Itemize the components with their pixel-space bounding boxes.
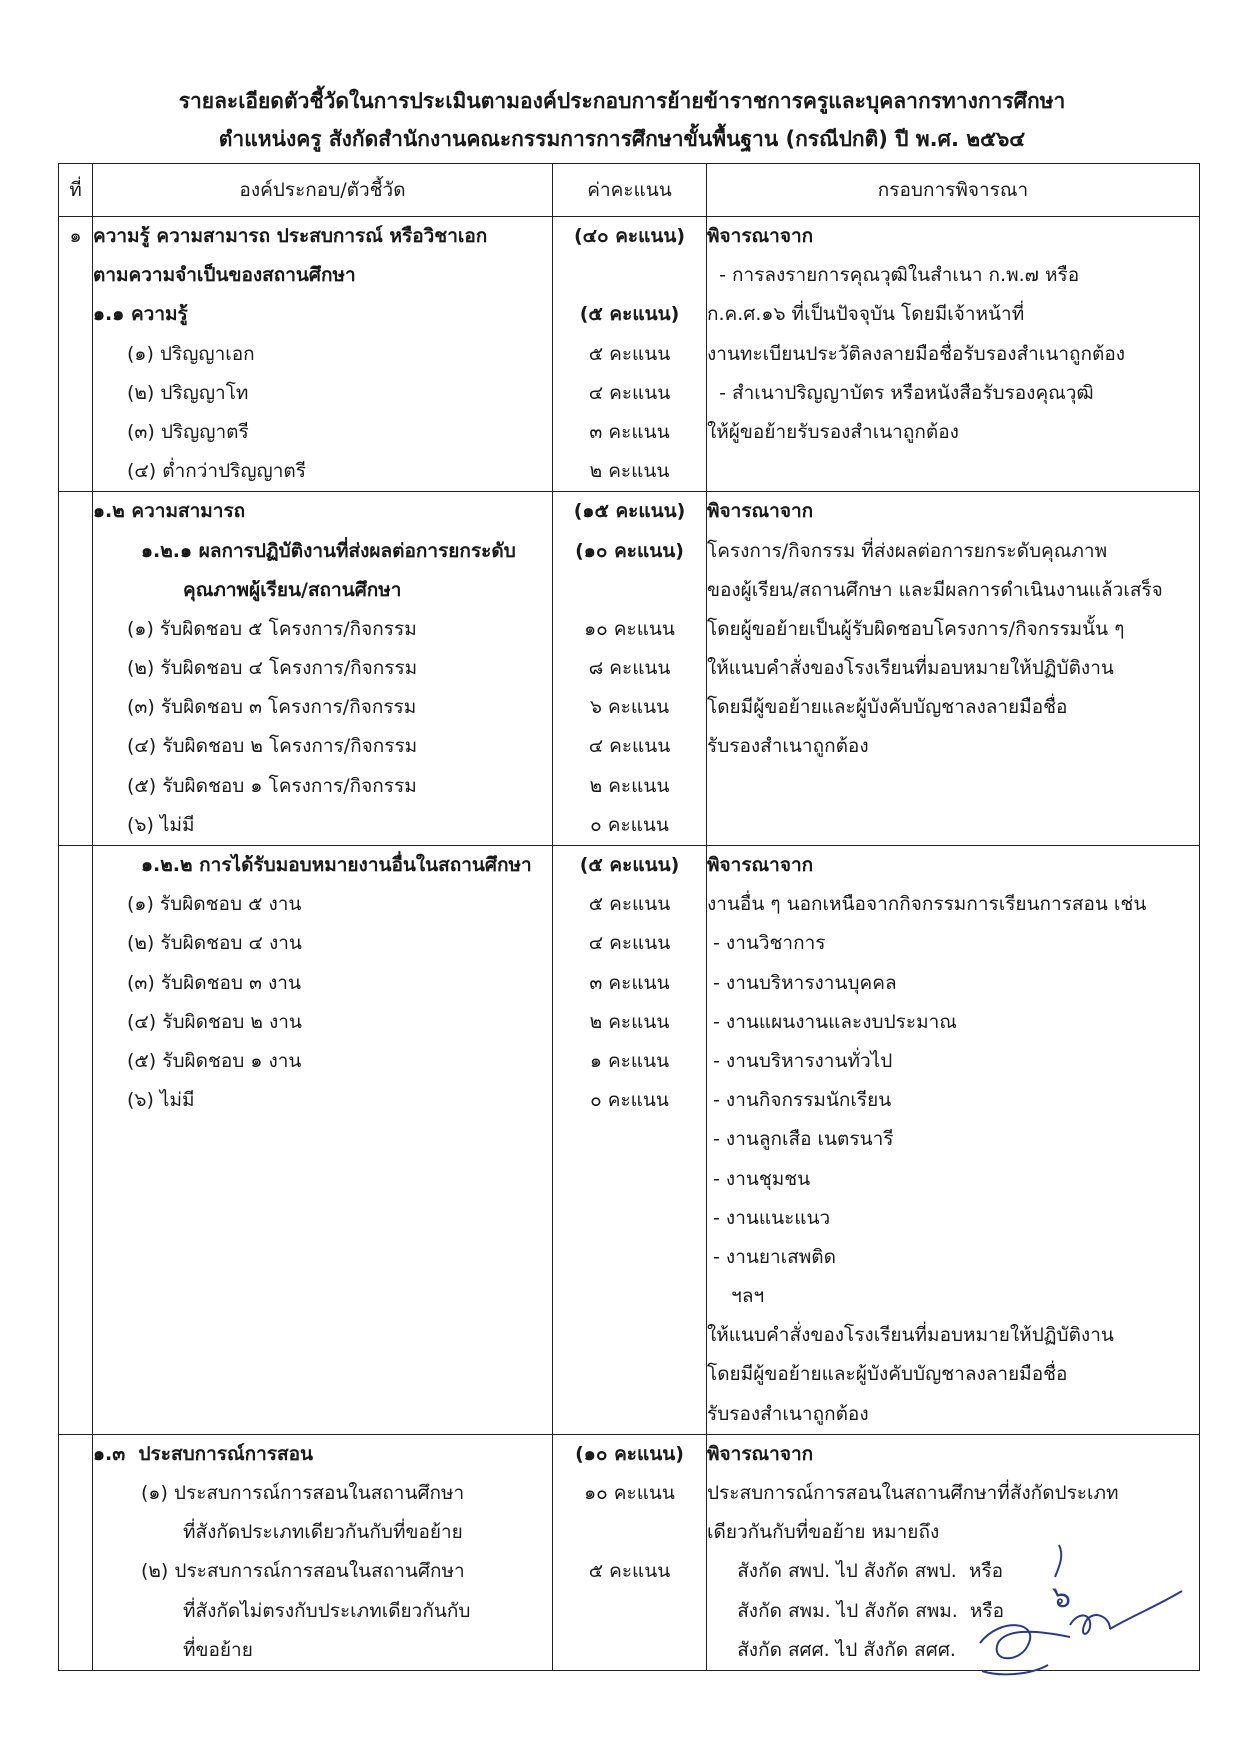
cell-line: (๑๐ คะแนน) [575, 1442, 684, 1465]
cell-line: ที่สังกัดประเภทเดียวกันกับที่ขอย้าย [183, 1521, 463, 1544]
cell-line: ๘ คะแนน [588, 657, 671, 680]
criteria-cell [707, 846, 1200, 1435]
table-row [59, 846, 1200, 1435]
table-header [59, 164, 1200, 217]
cell-line: โดยมีผู้ขอย้ายและผู้บังคับบัญชาลงลายมือชื่อ [707, 696, 1068, 719]
cell-line: ให้ผู้ขอย้ายรับรองสำเนาถูกต้อง [707, 420, 959, 443]
cell-line: ๐ คะแนน [590, 813, 669, 836]
page-title [0, 82, 1244, 158]
cell-line: รับรองสำเนาถูกต้อง [707, 735, 869, 758]
component-cell [93, 217, 553, 492]
cell-line: (๓) รับผิดชอบ ๓ โครงการ/กิจกรรม [127, 696, 417, 719]
cell-line: ๒ คะแนน [589, 774, 670, 797]
cell-line: ๑.๓ ประสบการณ์การสอน [93, 1442, 314, 1465]
cell-line: ๑.๒.๒ การได้รับมอบหมายงานอื่นในสถานศึกษา [141, 854, 532, 876]
cell-line: ๓ คะแนน [589, 420, 670, 443]
cell-line: (๖) ไม่มี [127, 813, 195, 836]
cell-line: (๒) รับผิดชอบ ๔ งาน [127, 932, 302, 955]
cell-line: ๑.๑ ความรู้ [93, 303, 188, 326]
cell-line: (๔๐ คะแนน) [573, 225, 686, 247]
cell-line: ๔ คะแนน [588, 735, 671, 758]
cell-line: - งานยาเสพติด [707, 1245, 836, 1268]
cell-line: ๒ คะแนน [589, 1010, 670, 1033]
component-cell [93, 846, 553, 1435]
cell-line: (๑) รับผิดชอบ ๕ งาน [127, 893, 302, 916]
cell-line: ๕ คะแนน [588, 1560, 671, 1583]
cell-line: ๖ คะแนน [589, 696, 670, 719]
cell-line [59, 846, 92, 885]
cell-line: ๕ คะแนน [588, 342, 671, 365]
cell-line: ๕ คะแนน [588, 893, 671, 916]
cell-line: พิจารณาจาก [707, 1442, 814, 1465]
cell-line: (๑๐ คะแนน) [575, 539, 684, 562]
cell-line [707, 767, 1199, 806]
signature-stroke [1055, 1545, 1061, 1577]
cell-line: งานอื่น ๆ นอกเหนือจากกิจกรรมการเรียนการสอน เช่น [707, 893, 1147, 916]
cell-line: (๕) รับผิดชอบ ๑ งาน [127, 1049, 302, 1072]
cell-line: - งานวิชาการ [707, 932, 826, 955]
signature-number: ๖ [1052, 1580, 1072, 1615]
cell-line: ๑.๒ ความสามารถ [93, 500, 246, 523]
signature-stroke [1110, 1591, 1182, 1629]
header-component: องค์ประกอบ/ตัวชี้วัด [93, 164, 553, 217]
cell-line [707, 452, 1199, 491]
cell-line: ๔ คะแนน [588, 381, 671, 404]
cell-line: คุณภาพผู้เรียน/สถานศึกษา [183, 578, 402, 601]
cell-line: ความรู้ ความสามารถ ประสบการณ์ หรือวิชาเอก [93, 225, 488, 247]
cell-line: ๑ [69, 225, 82, 247]
cell-line: (๔) รับผิดชอบ ๒ งาน [127, 1010, 302, 1033]
cell-line: (๑๕ คะแนน) [573, 500, 686, 523]
cell-line: ๓ คะแนน [589, 971, 670, 994]
cell-line: สังกัด สศศ. ไป สังกัด สศศ. [707, 1638, 956, 1661]
cell-line: พิจารณาจาก [707, 500, 814, 523]
cell-line: ๑๐ คะแนน [584, 1482, 675, 1504]
header-score: ค่าคะแนน [553, 164, 707, 217]
header-no: ที่ [59, 164, 93, 217]
cell-line: - งานแนะแนว [707, 1206, 831, 1229]
cell-line: ประสบการณ์การสอนในสถานศึกษาที่สังกัดประเภท [707, 1482, 1119, 1504]
cell-line: (๓) ปริญญาตรี [127, 420, 249, 443]
criteria-table [58, 163, 1200, 1671]
header-criteria: กรอบการพิจารณา [707, 164, 1200, 217]
cell-line [59, 492, 92, 531]
cell-line [59, 1435, 92, 1474]
cell-line: (๓) รับผิดชอบ ๓ งาน [127, 971, 301, 994]
cell-line: โดยมีผู้ขอย้ายและผู้บังคับบัญชาลงลายมือชื่อ [707, 1363, 1068, 1386]
component-cell [93, 1434, 553, 1670]
cell-line: ๑.๒.๑ ผลการปฏิบัติงานที่ส่งผลต่อการยกระดับ [141, 539, 516, 562]
cell-line: โดยผู้ขอย้ายเป็นผู้รับผิดชอบโครงการ/กิจกรรมนั้น ๆ [707, 617, 1125, 640]
cell-line: - งานชุมชน [707, 1167, 811, 1190]
score-cell [553, 846, 707, 1435]
cell-line: (๒) ปริญญาโท [127, 381, 249, 404]
cell-line: เดียวกันกับที่ขอย้าย หมายถึง [707, 1521, 940, 1544]
cell-line: ตามความจำเป็นของสถานศึกษา [93, 264, 356, 287]
cell-line [553, 571, 706, 610]
cell-line: (๑) ปริญญาเอก [127, 342, 255, 365]
cell-line: (๕ คะแนน) [579, 854, 680, 876]
cell-line: - งานบริหารงานทั่วไป [707, 1049, 893, 1072]
cell-line [553, 1631, 706, 1670]
cell-line: งานทะเบียนประวัติลงลายมือชื่อรับรองสำเนาถูกต้อง [707, 342, 1126, 365]
cell-line: - งานกิจกรรมนักเรียน [707, 1089, 892, 1112]
cell-line: - งานบริหารงานบุคคล [707, 971, 897, 994]
cell-line: ที่สังกัดไม่ตรงกับประเภทเดียวกันกับ [183, 1599, 471, 1622]
cell-line: ให้แนบคำสั่งของโรงเรียนที่มอบหมายให้ปฏิบัติงาน [707, 1324, 1114, 1347]
cell-line: ๑ คะแนน [589, 1049, 670, 1072]
cell-line: - งานลูกเสือ เนตรนารี [707, 1128, 894, 1151]
criteria-cell [707, 217, 1200, 492]
cell-line: - งานแผนงานและงบประมาณ [707, 1010, 957, 1033]
cell-line: พิจารณาจาก [707, 854, 814, 876]
cell-line: (๒) ประสบการณ์การสอนในสถานศึกษา [141, 1560, 465, 1583]
cell-line: (๔) รับผิดชอบ ๒ โครงการ/กิจกรรม [127, 735, 418, 758]
cell-line: ๑๐ คะแนน [584, 617, 675, 640]
cell-line: ฯลฯ [707, 1285, 765, 1308]
row-number [59, 217, 93, 492]
cell-line [553, 256, 706, 295]
cell-line: รับรองสำเนาถูกต้อง [707, 1402, 869, 1425]
cell-line: (๑) รับผิดชอบ ๕ โครงการ/กิจกรรม [127, 617, 417, 640]
signature-stroke [980, 1625, 1070, 1658]
signature-mark [960, 1525, 1190, 1695]
component-cell [93, 492, 553, 846]
row-number [59, 1434, 93, 1670]
cell-line: (๕) รับผิดชอบ ๑ โครงการ/กิจกรรม [127, 774, 417, 797]
cell-line: สังกัด สพป. ไป สังกัด สพป. หรือ [707, 1560, 1004, 1583]
table-row [59, 492, 1200, 846]
score-cell [553, 492, 707, 846]
signature-stroke [1070, 1615, 1110, 1634]
row-number [59, 492, 93, 846]
cell-line [553, 1513, 706, 1552]
cell-line: (๕ คะแนน) [579, 303, 680, 326]
score-cell [553, 217, 707, 492]
table-row [59, 217, 1200, 492]
title-line-2: ตำแหน่งครู สังกัดสำนักงานคณะกรรมการการศึกษาขั้นพื้นฐาน (กรณีปกติ) ปี พ.ศ. ๒๕๖๔ [218, 127, 1026, 151]
signature-stroke [982, 1665, 1048, 1674]
cell-line: - การลงรายการคุณวุฒิในสำเนา ก.พ.๗ หรือ [707, 264, 1080, 287]
title-line-1: รายละเอียดตัวชี้วัดในการประเมินตามองค์ประกอบการย้ายข้าราชการครูและบุคลากรทางการศึกษา [178, 89, 1066, 113]
cell-line: (๔) ต่ำกว่าปริญญาตรี [127, 460, 306, 483]
cell-line: - สำเนาปริญญาบัตร หรือหนังสือรับรองคุณวุฒิ [707, 381, 1094, 404]
cell-line: ๔ คะแนน [588, 932, 671, 955]
cell-line: ก.ค.ศ.๑๖ ที่เป็นปัจจุบัน โดยมีเจ้าหน้าที่ [707, 303, 1025, 326]
cell-line: (๒) รับผิดชอบ ๔ โครงการ/กิจกรรม [127, 657, 418, 680]
row-number [59, 846, 93, 1435]
cell-line: สังกัด สพม. ไป สังกัด สพม. หรือ [707, 1599, 1004, 1622]
cell-line [707, 806, 1199, 845]
cell-line: (๑) ประสบการณ์การสอนในสถานศึกษา [141, 1482, 465, 1504]
cell-line: ๒ คะแนน [589, 460, 670, 483]
score-cell [553, 1434, 707, 1670]
cell-line: (๖) ไม่มี [127, 1089, 195, 1112]
cell-line: พิจารณาจาก [707, 225, 814, 247]
cell-line: ที่ขอย้าย [183, 1638, 253, 1661]
criteria-cell [707, 492, 1200, 846]
cell-line: โครงการ/กิจกรรม ที่ส่งผลต่อการยกระดับคุณภาพ [707, 539, 1108, 562]
cell-line: ให้แนบคำสั่งของโรงเรียนที่มอบหมายให้ปฏิบัติงาน [707, 657, 1114, 680]
cell-line: ของผู้เรียน/สถานศึกษา และมีผลการดำเนินงานแล้วเสร็จ [707, 578, 1163, 601]
cell-line [553, 1592, 706, 1631]
cell-line: ๐ คะแนน [590, 1089, 669, 1112]
